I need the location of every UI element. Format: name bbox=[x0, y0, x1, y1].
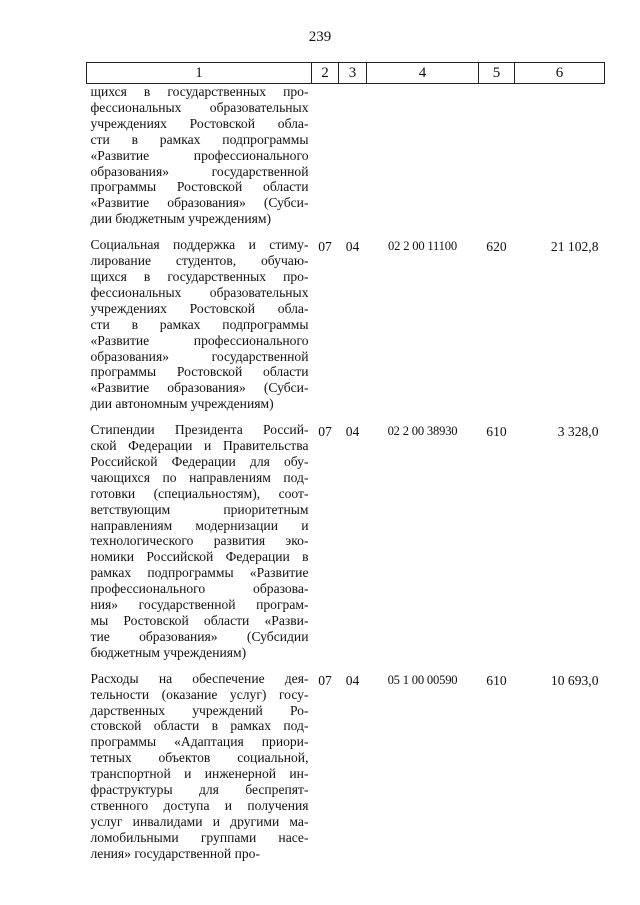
row-amount: 3 328,0 bbox=[557, 424, 599, 440]
description-line: ской Федерации и Правительства bbox=[90, 438, 309, 454]
description-line: программы «Адаптация приори- bbox=[90, 734, 309, 750]
description-line: Расходы на обеспечение дея- bbox=[90, 670, 309, 686]
table-header bbox=[87, 63, 605, 84]
row-section-code bbox=[312, 84, 339, 238]
description-line: дии автономным учреждениям) bbox=[90, 396, 274, 412]
description-line: Социальная поддержка и стиму- bbox=[90, 237, 309, 253]
description-line: дии бюджетным учреждениям) bbox=[90, 211, 271, 227]
row-section-code: 07 bbox=[318, 239, 332, 255]
description-line: «Развитие образования» (Субси- bbox=[90, 195, 309, 211]
description-line: образования» государственной bbox=[90, 163, 309, 179]
row-description bbox=[87, 237, 312, 422]
description-line: лирование студентов, обучаю- bbox=[90, 253, 309, 269]
table-row bbox=[87, 671, 605, 872]
description-line: чающихся по направлениям под- bbox=[90, 469, 309, 485]
budget-table bbox=[86, 62, 605, 872]
row-amount: 21 102,8 bbox=[550, 239, 599, 255]
description-line: рамках подпрограммы «Развитие bbox=[90, 565, 309, 581]
header-col-6: 6 bbox=[515, 63, 605, 84]
description-line: тельности (оказание услуг) госу- bbox=[90, 686, 309, 702]
row-target-article-code: 02 2 00 38930 bbox=[387, 424, 458, 439]
description-line: дарственных учреждений Ро- bbox=[90, 702, 309, 718]
description-line: мы Ростовской области «Разви- bbox=[90, 613, 309, 628]
description-line: «Развитие профессионального bbox=[90, 332, 309, 348]
header-col-5: 5 bbox=[479, 63, 515, 84]
row-description bbox=[87, 422, 312, 671]
description-line: фессиональных образовательных bbox=[90, 99, 309, 115]
row-expense-type-code: 610 bbox=[486, 424, 507, 440]
row-subsection-code bbox=[339, 84, 367, 238]
row-target-article-code: 05 1 00 00590 bbox=[387, 672, 458, 687]
table-row bbox=[87, 422, 605, 671]
row-subsection-code: 04 bbox=[345, 672, 360, 688]
table-row bbox=[87, 84, 605, 238]
description-line: фессиональных образовательных bbox=[90, 284, 309, 300]
description-line: тие образования» (Субсидии bbox=[90, 628, 309, 644]
description-line: номики Российской Федерации в bbox=[90, 549, 309, 565]
page-number: 239 bbox=[308, 29, 332, 45]
row-expense-type-code: 610 bbox=[486, 672, 507, 688]
row-description bbox=[87, 84, 312, 238]
description-line: сти в рамках подпрограммы bbox=[90, 131, 309, 147]
description-line: ния» государственной програм- bbox=[90, 597, 309, 613]
description-line: образования» государственной bbox=[90, 348, 309, 364]
row-amount: 10 693,0 bbox=[550, 672, 599, 688]
header-col-4: 4 bbox=[367, 63, 479, 84]
description-line: технологического развития эко- bbox=[90, 533, 309, 549]
description-line: направлениям модернизации и bbox=[90, 517, 309, 533]
header-row bbox=[87, 63, 605, 84]
description-line: фраструктуры для беспрепят- bbox=[90, 782, 309, 798]
header-col-1: 1 bbox=[87, 63, 312, 84]
description-line: ления» государственной про- bbox=[90, 845, 260, 861]
description-line: программы Ростовской области bbox=[90, 179, 309, 195]
row-target-article-code bbox=[367, 84, 479, 238]
row-subsection-code: 04 bbox=[345, 239, 360, 255]
description-line: транспортной и инженерной ин- bbox=[90, 766, 309, 782]
row-description bbox=[87, 671, 312, 872]
description-line: Стипендии Президента Россий- bbox=[90, 422, 309, 438]
description-line: щихся в государственных про- bbox=[90, 268, 309, 284]
description-line: бюджетным учреждениям) bbox=[90, 644, 247, 660]
header-col-2: 2 bbox=[312, 63, 339, 84]
row-section-code: 07 bbox=[318, 672, 332, 688]
description-line: тетных объектов социальной, bbox=[90, 750, 309, 766]
table-body bbox=[87, 84, 605, 872]
description-line: профессионального образова- bbox=[90, 581, 309, 597]
description-line: услуг инвалидами и другими ма- bbox=[90, 813, 309, 829]
description-line: щихся в государственных про- bbox=[90, 84, 309, 99]
row-expense-type-code bbox=[479, 84, 515, 238]
description-line: учреждениях Ростовской обла- bbox=[90, 115, 309, 131]
description-line: «Развитие образования» (Субси- bbox=[90, 380, 309, 396]
description-line: готовки (специальностям), соот- bbox=[90, 485, 309, 501]
row-expense-type-code: 620 bbox=[486, 239, 507, 255]
row-section-code: 07 bbox=[318, 424, 332, 440]
description-line: стовской области в рамках под- bbox=[90, 718, 309, 734]
row-subsection-code: 04 bbox=[345, 424, 360, 440]
description-line: ственного доступа и получения bbox=[90, 797, 309, 813]
description-line: Российской Федерации для обу- bbox=[90, 453, 309, 469]
description-line: сти в рамках подпрограммы bbox=[90, 316, 309, 332]
description-line: программы Ростовской области bbox=[90, 364, 309, 380]
description-line: ломобильными группами насе- bbox=[90, 829, 309, 845]
description-line: ветствующим приоритетным bbox=[90, 501, 309, 517]
description-line: учреждениях Ростовской обла- bbox=[90, 300, 309, 316]
table-row bbox=[87, 237, 605, 422]
description-line: «Развитие профессионального bbox=[90, 147, 309, 163]
row-target-article-code: 02 2 00 11100 bbox=[388, 239, 457, 254]
header-col-3: 3 bbox=[339, 63, 367, 84]
row-amount bbox=[515, 84, 605, 238]
